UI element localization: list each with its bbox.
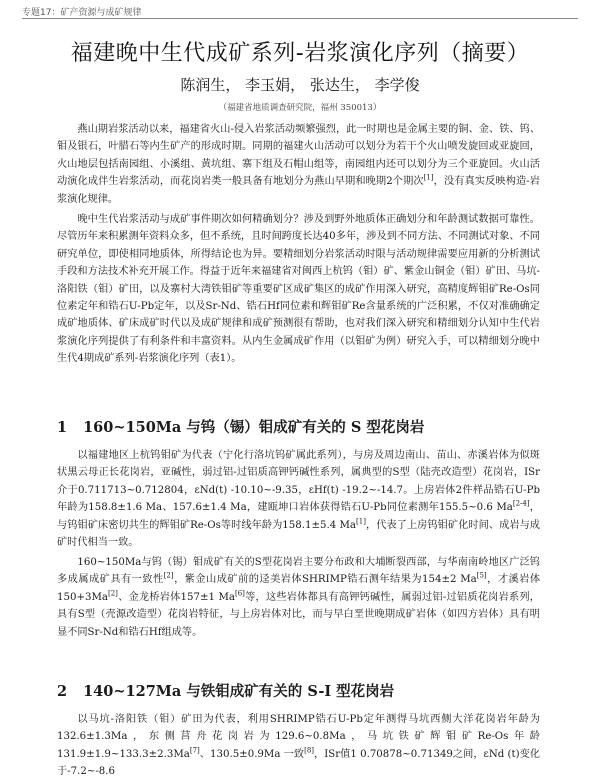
intro-paragraph-2: 晚中生代岩浆活动与成矿事件期次如何精确划分？涉及到野外地质体正确划分和年龄测试数据可靠性。尽管历年来积累测年资料众多，但不系统，且时间跨度长达40多年，涉及到不同方法、不同测试对象、不同研究单位，即使相同地质体，所得结论也为异。要精细划分岩浆活动时限与活动规律需要应用新的分析测试手段和方法技术补充开展工作。得益于近年来福建省对闽西上杭钨（钼）矿、紫金山铜金（钼）矿田、马坑-洛阳铁（钼）矿田，以及寨村大湾铁钼矿等重要矿区成矿集区的成矿作用深入研究，高精度辉钼矿Re-Os同位素定年和锆石U-Pb定年，以及Sr-Nd、锆石Hf同位素和辉钼矿Re含量系统的广泛积累，不仅对准确确定成矿地质体、矿床成矿时代以及成矿规律和成矿预测很有帮助，也对我们深入研究和精细划分认知中生代岩浆演化序列提供了有利条件和丰富资料。从内生金属成矿作用（以钼矿为例）研究入手，可以精细划分晚中生代4期成矿系列-岩浆演化序列（表1）。 [57,214,540,365]
affiliation: （福建省地质调查研究院，福州 350013） [218,103,382,113]
section-1-paragraph-1: 以福建地区上杭钨钼矿为代表（宁化行洛坑钨矿属此系列），与房及周边南山、苗山、赤溪岩体为似斑状黑云母正长花岗岩，亚碱性，弱过铝-过铝质高钾钙碱性系列，属典型的S型（陆壳改造型）花岗岩，ISr介于0.711713~0.712804，εNd(t) -10.10~-9.35，εHf(t) -19.2~-14.7。上房岩体2件样品锆石U-Pb年龄为158.8±1.6 Ma、157.6±1.4 Ma，建瓯坤口岩体获得锆石U-Pb同位素测年155.5~0.6 Ma[2-4]，与钨钼矿床密切共生的辉钼矿Re-Os等时线年龄为158.1±5.4 Ma[1]，代表了上房钨钼矿化时间、成岩与成矿时代相当一致。 [57,450,540,549]
paper-title: 福建晚中生代成矿系列-岩浆演化序列（摘要） [70,41,530,66]
author-list: 陈润生， 李玉娟， 张达生， 李学俊 [180,76,420,94]
header-divider [22,18,578,19]
intro-paragraph-1: 燕山期岩浆活动以来，福建省火山-侵入岩浆活动频繁强烈，此一时期也是金属主要的铜、金、铁、钨、钼及银石，叶腊石等内生矿产的形成时期。同期的福建火山活动可以划分为若干个火山喷发旋回或亚旋回，火山地层包括南园组、小溪组、黄坑组、寨下组及石帽山组等，南园组内还可以划分为三个亚旋回。火山活动演化成伴生岩浆活动，而花岗岩类一般具备有地划分为燕山早期和晚期2个期次[1]，没有真实反映构造-岩浆演化规律。 [57,124,540,205]
section-2-paragraph-1: 以马坑-洛阳铁（钼）矿田为代表，利用SHRIMP锆石U-Pb定年测得马坑西侧大洋花岗岩年龄为132.6±1.3Ma，东侧莒舟花岗岩为129.6~0.8Ma，马坑铁矿辉钼矿Re-Os年龄131.9±1.9~133.3±2.3Ma[7]、130.5±0.9Ma 一致[8]，ISr值1 0.70878~0.71349之间，εNd (t)变化于-7.2~-8.6 [57,714,540,778]
citation: [1] [423,173,434,182]
section-heading-2: 2 140~127Ma 与铁钼成矿有关的 S-I 型花岗岩 [57,683,395,700]
page-header: 专题17：矿产资源与成矿规律 [22,8,142,18]
section-heading-1: 1 160~150Ma 与钨（锡）钼成矿有关的 S 型花岗岩 [57,419,425,436]
section-1-paragraph-2: 160~150Ma与钨（锡）钼成矿有关的S型花岗岩主要分布政和大埔断裂西部，与华南南岭地区广泛钨多成属成矿具有一致性[2]，紫金山成矿前的迳美岩体SHRIMP锆石测年结果为154±2 Ma[5]，才溪岩体150+3Ma[2]、金龙桥岩体157±1 Ma[6]等，这些岩体都具有高钾钙碱性，属弱过铝-过铝质花岗岩系列，具有S型（壳源改造型）花岗岩特征，与上房岩体对比，而与早白垩世晚期成矿岩体（如四方岩体）具有明显不同Sr-Nd和锆石Hf组成等。 [57,557,541,638]
